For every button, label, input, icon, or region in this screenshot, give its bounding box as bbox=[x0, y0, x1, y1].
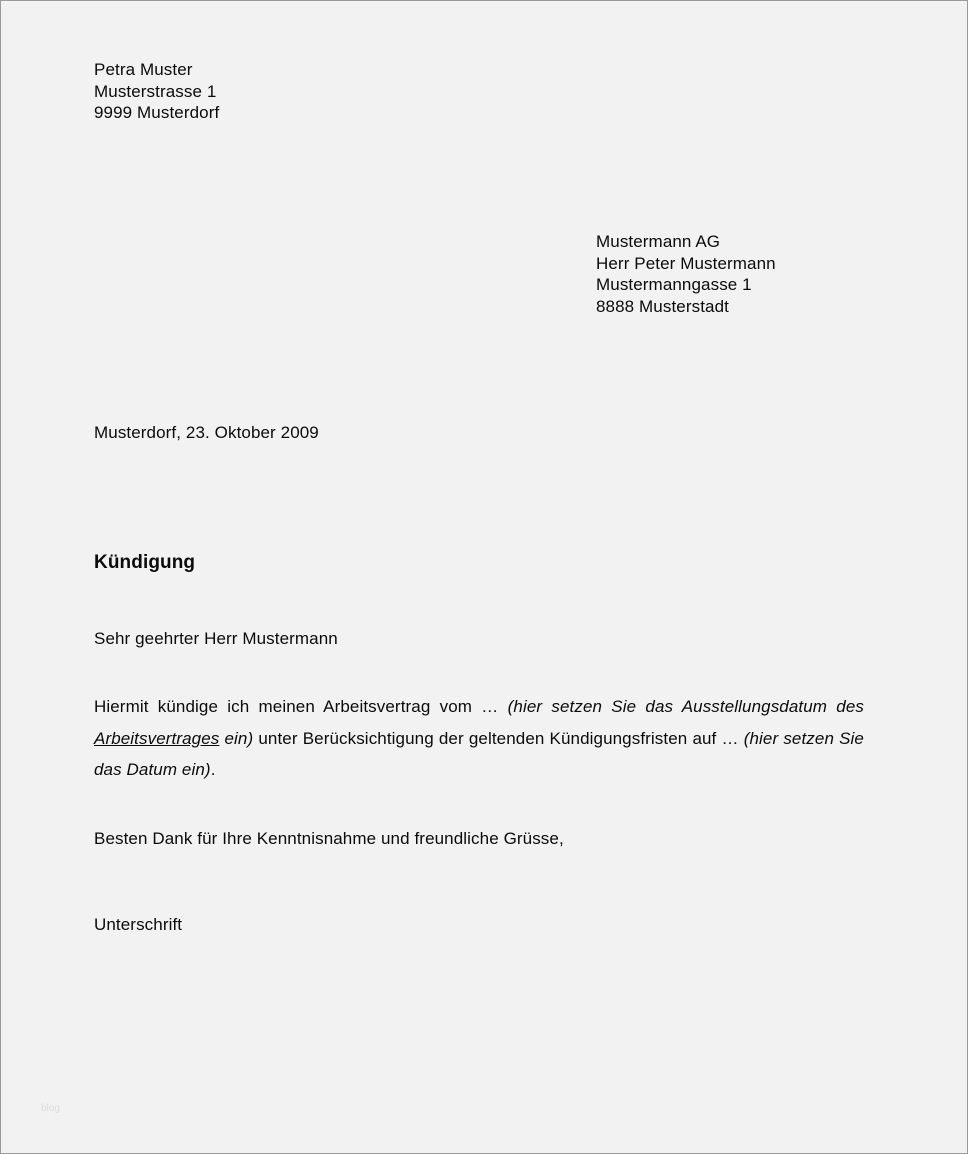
recipient-street: Mustermanngasse 1 bbox=[596, 275, 752, 294]
sender-street: Musterstrasse 1 bbox=[94, 81, 217, 101]
watermark-text: blog bbox=[41, 1103, 60, 1114]
body-text-italic-underlined: Arbeitsvertrages bbox=[94, 728, 220, 748]
subject-line: Kündigung bbox=[94, 552, 196, 573]
body-text-regular-1: Hiermit kündige ich meinen Arbeitsvertrag vom … bbox=[94, 697, 508, 716]
body-text-italic-2: ein) bbox=[219, 728, 254, 748]
sender-address-block bbox=[94, 59, 219, 124]
body-text-italic-1: (hier setzen Sie das Ausstellungsdatum des bbox=[507, 697, 864, 716]
recipient-address-block bbox=[596, 231, 776, 317]
sender-city: 9999 Musterdorf bbox=[94, 103, 220, 122]
body-paragraph bbox=[94, 691, 864, 786]
closing-line: Besten Dank für Ihre Kenntnisnahme und freundliche Grüsse, bbox=[94, 829, 564, 848]
sender-name: Petra Muster bbox=[94, 60, 193, 79]
date-line: Musterdorf, 23. Oktober 2009 bbox=[94, 423, 319, 442]
body-text-italic-3: (hier setzen Sie das Datum ein) bbox=[94, 728, 864, 779]
signature-label: Unterschrift bbox=[94, 915, 183, 934]
recipient-city: 8888 Musterstadt bbox=[596, 296, 729, 316]
body-text-regular-3: . bbox=[210, 760, 216, 779]
salutation: Sehr geehrter Herr Mustermann bbox=[94, 629, 338, 648]
recipient-company: Mustermann AG bbox=[596, 232, 721, 251]
recipient-name: Herr Peter Mustermann bbox=[596, 253, 776, 273]
body-text-regular-2: unter Berücksichtigung der geltenden Kündigungsfristen auf … bbox=[253, 728, 744, 748]
